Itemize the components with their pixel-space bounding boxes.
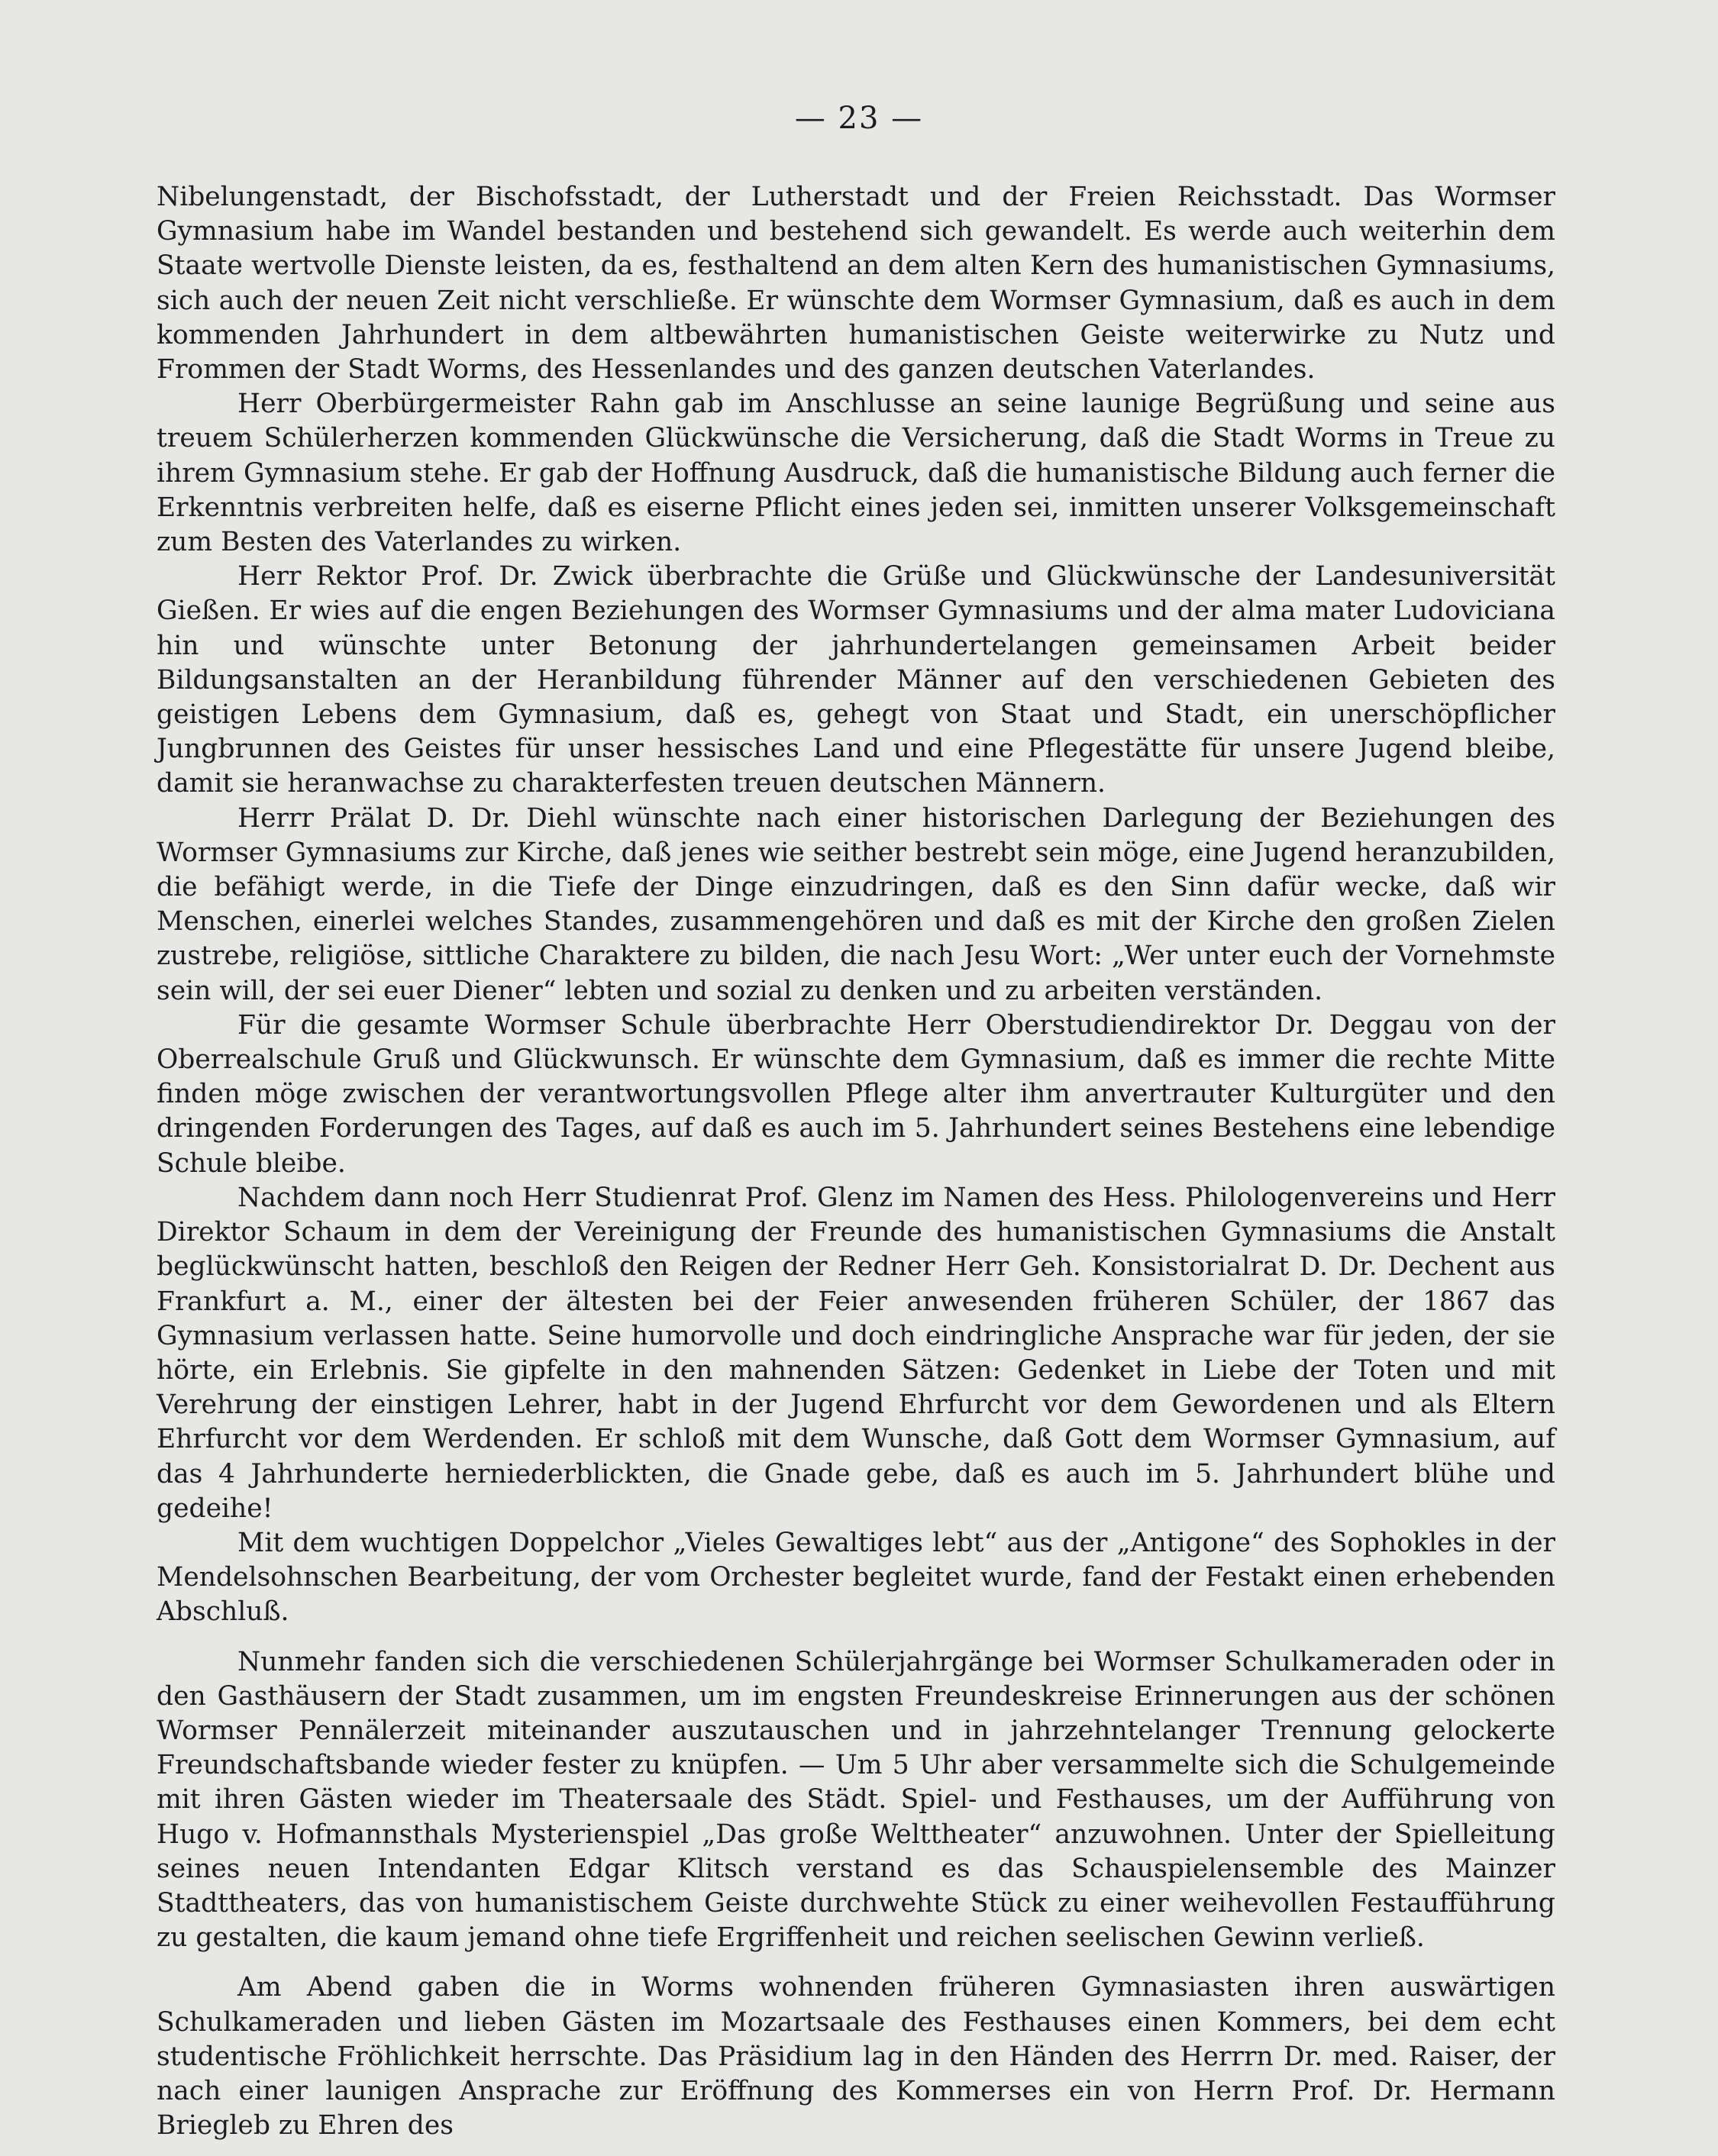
- paragraph-4: Herrr Prälat D. Dr. Diehl wünschte nach einer historischen Darlegung der Beziehungen des Wormser Gymnasiums zur Kirche, daß jenes wie seither bestrebt sein möge, eine Jugend heranzubilden, die befähigt werde, in die Tiefe der Dinge einzudringen, daß es den Sinn dafür wecke, daß wir Menschen, einerlei welches Standes, zusammengehören und daß es mit der Kirche den großen Zielen zustrebe, religiöse, sittliche Charaktere zu bilden, die nach Jesu Wort: „Wer unter euch der Vornehmste sein will, der sei euer Diener“ lebten und sozial zu denken und zu arbeiten verständen.: [157, 802, 1555, 1006]
- paragraph-5: Für die gesamte Wormser Schule überbrachte Herr Oberstudiendirektor Dr. Deggau von der Oberrealschule Gruß und Glückwunsch. Er wünschte dem Gymnasium, daß es immer die rechte Mitte finden möge zwischen der verantwortungsvollen Pflege alter ihm anvertrauter Kulturgüter und den dringenden Forderungen des Tages, auf daß es auch im 5. Jahrhundert seines Bestehens eine lebendige Schule bleibe.: [157, 1009, 1555, 1179]
- page-number: — 23 —: [794, 101, 924, 136]
- paragraph-3: Herr Rektor Prof. Dr. Zwick überbrachte die Grüße und Glückwünsche der Landesuniversität Gießen. Er wies auf die engen Beziehungen des Wormser Gymnasiums und der alma mater Ludoviciana hin und wünschte unter Betonung der jahrhundertelangen gemeinsamen Arbeit beider Bildungsanstalten an der Heranbildung führender Männer auf den verschiedenen Gebieten des geistigen Lebens dem Gymnasium, daß es, gehegt von Staat und Stadt, ein unerschöpflicher Jungbrunnen des Geistes für unser hessisches Land und eine Pflegestätte für unsere Jugend bleibe, damit sie heranwachse zu charakterfesten treuen deutschen Männern.: [157, 561, 1555, 799]
- body-text: [157, 180, 1555, 2143]
- paragraph-7: Mit dem wuchtigen Doppelchor „Vieles Gewaltiges lebt“ aus der „Antigone“ des Sophokles in der Mendelsohnschen Bearbeitung, der vom Orchester begleitet wurde, fand der Festakt einen erhebenden Abschluß.: [157, 1527, 1555, 1628]
- paragraph-1: Nibelungenstadt, der Bischofsstadt, der Lutherstadt und der Freien Reichsstadt. Das Wormser Gymnasium habe im Wandel bestanden und bestehend sich gewandelt. Es werde auch weiterhin dem Staate wertvolle Dienste leisten, da es, festhaltend an dem alten Kern des humanistischen Gymnasiums, sich auch der neuen Zeit nicht verschließe. Er wünschte dem Wormser Gymnasium, daß es auch in dem kommenden Jahrhundert in dem altbewährten humanistischen Geiste weiterwirke zu Nutz und Frommen der Stadt Worms, des Hessenlandes und des ganzen deutschen Vaterlandes.: [157, 182, 1555, 386]
- paragraph-2: Herr Oberbürgermeister Rahn gab im Anschlusse an seine launige Begrüßung und seine aus treuem Schülerherzen kommenden Glückwünsche die Versicherung, daß die Stadt Worms in Treue zu ihrem Gymnasium stehe. Er gab der Hoffnung Ausdruck, daß die humanistische Bildung auch ferner die Erkenntnis verbreiten helfe, daß es eiserne Pflicht eines jeden sei, inmitten unserer Volksgemeinschaft zum Besten des Vaterlandes zu wirken.: [157, 389, 1555, 558]
- paragraph-8: Nunmehr fanden sich die verschiedenen Schülerjahrgänge bei Wormser Schulkameraden oder in den Gasthäusern der Stadt zusammen, um im engsten Freundeskreise Erinnerungen aus der schönen Wormser Pennälerzeit miteinander auszutauschen und in jahrzehntelanger Trennung gelockerte Freundschaftsbande wieder fester zu knüpfen. — Um 5 Uhr aber versammelte sich die Schulgemeinde mit ihren Gästen wieder im Theatersaale des Städt. Spiel- und Festhauses, um der Aufführung von Hugo v. Hofmannsthals Mysterienspiel „Das große Welttheater“ anzuwohnen. Unter der Spielleitung seines neuen Intendanten Edgar Klitsch verstand es das Schauspielensemble des Mainzer Stadttheaters, das von humanistischem Geiste durchwehte Stück zu einer weihevollen Festaufführung zu gestalten, die kaum jemand ohne tiefe Ergriffenheit und reichen seelischen Gewinn verließ.: [157, 1646, 1555, 1954]
- paragraph-6: Nachdem dann noch Herr Studienrat Prof. Glenz im Namen des Hess. Philologenvereins und Herr Direktor Schaum in dem der Vereinigung der Freunde des humanistischen Gymnasiums die Anstalt beglückwünscht hatten, beschloß den Reigen der Redner Herr Geh. Konsistorialrat D. Dr. Dechent aus Frankfurt a. M., einer der ältesten bei der Feier anwesenden früheren Schüler, der 1867 das Gymnasium verlassen hatte. Seine humorvolle und doch eindringliche Ansprache war für jeden, der sie hörte, ein Erlebnis. Sie gipfelte in den mahnenden Sätzen: Gedenket in Liebe der Toten und mit Verehrung der einstigen Lehrer, habt in der Jugend Ehrfurcht vor dem Gewordenen und als Eltern Ehrfurcht vor dem Werdenden. Er schloß mit dem Wunsche, daß Gott dem Wormser Gymnasium, auf das 4 Jahrhunderte herniederblickten, die Gnade gebe, daß es auch im 5. Jahrhundert blühe und gedeihe!: [157, 1182, 1555, 1524]
- paragraph-9: Am Abend gaben die in Worms wohnenden früheren Gymnasiasten ihren auswärtigen Schulkameraden und lieben Gästen im Mozartsaale des Festhauses einen Kommers, bei dem echt studentische Fröhlichkeit herrschte. Das Präsidium lag in den Händen des Herrrn Dr. med. Raiser, der nach einer launigen Ansprache zur Eröffnung des Kommerses ein von Herrn Prof. Dr. Hermann Briegleb zu Ehren des: [157, 1972, 1555, 2141]
